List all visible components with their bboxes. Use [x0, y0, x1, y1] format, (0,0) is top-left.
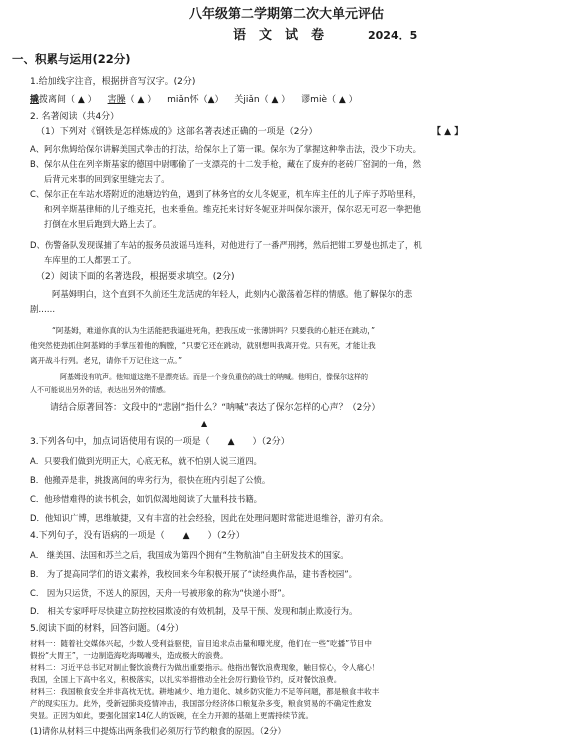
q1-item-rest: 拨离间 — [39, 95, 67, 105]
q2-option-b: B、保尔从住在列辛斯基家的德国中尉哪偷了一支漂亮的十二发手枪，藏在了废弃的老砖厂窑洞的一角，然 — [30, 159, 421, 169]
excerpt-line: “阿基姆，难道你真的认为生活能把我逼进死角，把我压成一张薄饼吗？只要我的心脏还在跳动，” — [52, 326, 376, 335]
q1-item-word: 撬 — [30, 95, 40, 105]
excerpt-line: 阿基姆没有吭声。他知道这绝不是漂亮话。而是一个身负重伤的战士的呐喊。他明白，像保尔这样的 — [60, 373, 368, 381]
q2-sub2-question: 请结合原著回答：文段中的“悲剧”指什么？“呐喊”表达了保尔怎样的心声？（2分） — [50, 403, 381, 413]
excerpt-line: 阿基姆明白，这个直到不久前还生龙活虎的年轻人，此刻内心激荡着怎样的情感。他了解保尔的悲 — [52, 289, 413, 299]
q1-item-paren: （ ▲ ） — [326, 95, 358, 105]
q4-option-a: A． 继美国、法国和苏兰之后，我国成为第四个拥有“生物航油”自主研发技术的国家。 — [30, 550, 349, 560]
q3-option-d: D．他知识广博，思维敏捷，又有丰富的社会经验，因此在处理问题时常能进退维谷，游刃有余。 — [30, 513, 389, 523]
q2-sub2-stem: （2）阅读下面的名著选段，根据要求填空。(2分) — [36, 272, 235, 282]
material-line: 我国，全国上下高中名义，积极落实，以扎实举措推动全社会厉行勤俭节约，反对餐饮浪费。 — [30, 675, 342, 684]
q3-option-b: B．他搬弄是非，挑拨离间的卑劣行为，很快在班内引起了公愤。 — [30, 475, 271, 485]
q2-option-b-cont: 后背元来事的回到家里缝完去了。 — [44, 174, 170, 184]
excerpt-line: 他突然使劲抓住阿基姆的手掌压着他的胸膛，“只要它还在跳动，就别想叫我离开党。只有死，才能让我 — [30, 341, 376, 350]
q5-sub1: (1)请你从材料三中提炼出两条我们必须厉行节约粮食的原因。（2分） — [30, 726, 286, 736]
material-line: 材料二：习近平总书记对制止餐饮浪费行为做出重要指示。他指出餐饮浪费现象，触目惊心，令人痛心！ — [30, 663, 380, 672]
q1-item-paren: （▲） — [198, 95, 224, 105]
exam-subtitle: 语 文 试 卷 — [233, 28, 325, 43]
answer-marker: ▲ — [182, 531, 190, 541]
q3-option-a: A．只要我们做到光明正大，心底无私，就不怕别人说三道四。 — [30, 456, 262, 466]
q2-option-c-cont: 打倒在水里后跑到大路上去了。 — [44, 219, 162, 229]
answer-marker: ▲ — [227, 437, 235, 447]
q2-option-d-cont: 车库里的工人都罢工了。 — [44, 255, 137, 265]
q1-item-rest: 谬miè — [301, 95, 327, 105]
excerpt-line: 剧…… — [30, 304, 56, 314]
q1-stem: 1.给加线字注音，根据拼音写汉字。(2分) — [30, 77, 196, 87]
q3-stem — [30, 438, 290, 447]
material-line: 突显。正因为如此，要强化国家14亿人的饭碗，在全力开源的基础上更需持续节流。 — [30, 711, 314, 720]
q4-stem-tail: ）（2分） — [207, 531, 245, 541]
q2-sub1-answer-blank: 【 ▲ 】 — [432, 127, 464, 137]
q2-sub1-stem: （1）下列对《钢铁是怎样炼成的》这部名著表述正确的一项是（2分） — [36, 127, 318, 137]
q3-stem-tail: ）（2分） — [252, 437, 290, 447]
q3-option-c: C．他珍惜难得的读书机会，如饥似渴地阅读了大量科技书籍。 — [30, 494, 262, 504]
q1-item-paren: （ ▲ ） — [125, 95, 157, 105]
excerpt-line: 离开战斗行列。老兄，请你千万记住这一点。” — [30, 356, 183, 365]
answer-marker: ▲ — [201, 419, 208, 428]
q1-item-rest: miǎn怀 — [167, 95, 199, 105]
q1-items — [30, 96, 358, 105]
q3-stem-text: 3.下列各句中，加点词语使用有误的一项是（ — [30, 437, 210, 447]
q1-item-paren: （ ▲ ） — [66, 95, 97, 105]
material-line: 产的现实压力。此外，受新冠肺炎疫情冲击，我国部分经济体口粮复杂多变，粮食贸易的不确定性愈发 — [30, 699, 372, 708]
q2-option-c-cont: 和列辛斯基律师的儿子维克托，也来垂鱼。维克托来讨好冬妮亚并叫保尔滚开，保尔忍无可忍一拳把他 — [44, 204, 421, 214]
q4-option-d: D． 相关专家呼吁尽快建立防控校园欺凌的有效机制，及早干预、发现和制止欺凌行为。 — [30, 606, 358, 616]
exam-title: 八年级第二学期第二次大单元评估 — [189, 7, 385, 22]
exam-date: 2024．5 — [368, 29, 418, 42]
q1-item-rest: 关jiǎn — [234, 95, 260, 105]
q4-stem — [30, 532, 245, 541]
q2-option-d: D、伤警备队发现谋捕了车站的报务员波谣马连科，对他进行了一番严刑拷，然后把钳工罗曼也抓走了，机 — [30, 240, 422, 250]
q4-option-b: B． 为了提高同学们的语文素养，我校回来今年积极开展了“读经典作品，建书香校园”。 — [30, 569, 357, 579]
q4-option-c: C． 因为只运货，不送人的原因，天舟一号被形象的称为“快递小哥”。 — [30, 588, 291, 598]
q1-item-rest: 害臊 — [107, 95, 126, 105]
material-line: 材料一：随着社交媒体兴起，少数人受利益驱使，盲目追求点击量和曝光度，他们在一些“吃播”节目中 — [30, 639, 372, 648]
excerpt-line: 人不可能说出另外的话，表达出另外的情感。 — [30, 386, 170, 394]
section-heading: 一、积累与运用(22分) — [12, 52, 131, 66]
q2-stem: 2. 名著阅读（共4分） — [30, 112, 120, 122]
q2-option-a: A、阿尔焦姆给保尔讲解美国式拳击的打法，给保尔上了第一课。保尔为了掌握这种拳击法，没少下功夫。 — [30, 144, 421, 154]
material-line: 假扮“大胃王”，一边制造海吃海喝噱头，造成极大的浪费。 — [30, 651, 228, 660]
q1-item-paren: （ ▲ ） — [259, 95, 291, 105]
q4-stem-text: 4.下列句子，没有语病的一项是（ — [30, 531, 165, 541]
q2-option-c: C、保尔正在车站水塔附近的池塘边钓鱼，遇到了林务官的女儿冬妮亚，机车库主任的儿子库子苏哈里科， — [30, 189, 422, 199]
q5-stem: 5.阅读下面的材料，回答问题。（4分） — [30, 624, 184, 634]
material-line: 材料三：我国粮食安全并非高枕无忧。耕地减少、地力退化、城乡防灾能力不足等问题，都是粮食丰收丰 — [30, 687, 380, 696]
